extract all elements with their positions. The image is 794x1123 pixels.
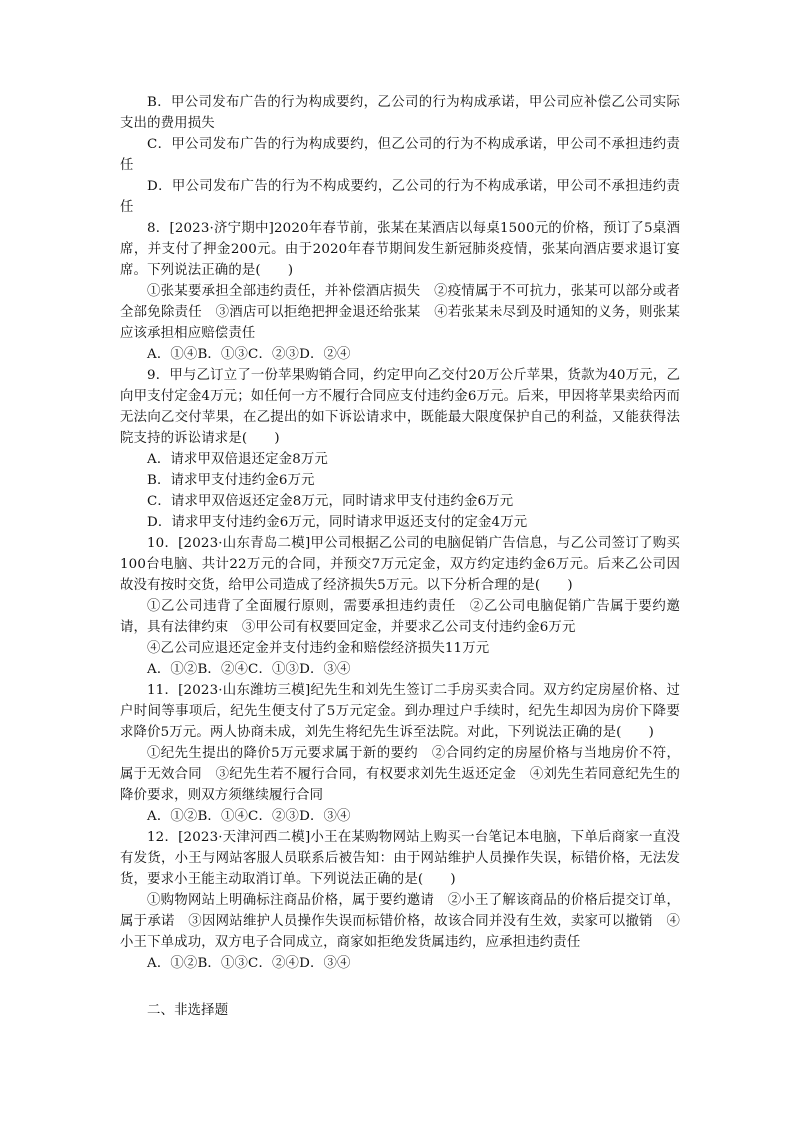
page-content [120,92,680,1021]
q8-stem: 8．[2023·济宁期中]2020年春节前，张某在某酒店以每桌1500元的价格，预订了5桌酒席，并支付了押金200元。由于2020年春节期间发生新冠肺炎疫情，张某向酒店要求退订宴席。下列说法正确的是( ) [120,221,680,278]
q11-stem: 11．[2023·山东潍坊三模]纪先生和刘先生签订二手房买卖合同。双方约定房屋价格、过户时间等事项后，纪先生便支付了5万元定金。到办理过户手续时，纪先生却因为房价下降要求降价5万元。两人协商未成，刘先生将纪先生诉至法院。对此，下列说法正确的是( ) [120,683,680,740]
q8-options: A．①④B．①③C．②③D．②④ [147,347,351,362]
section-title-non-choice: 二、非选择题 [147,1003,229,1018]
q9-option-c: C．请求甲双倍返还定金8万元，同时请求甲支付违约金6万元 [147,494,514,509]
q12-statements: ①购物网站上明确标注商品价格，属于要约邀请 ②小王了解该商品的价格后提交订单，属于承诺 ③因网站维护人员操作失误而标错价格，故该合同并没有生效，卖家可以撤销 ④小王下单成功，双方电子合同成立，商家如拒绝发货属违约，应承担违约责任 [120,893,680,950]
q10-statement-4: ④乙公司应退还定金并支付违约金和赔偿经济损失11万元 [147,641,490,656]
q10-options: A．①②B．②④C．①③D．③④ [147,662,351,677]
q12-options: A．①②B．①③C．②④D．③④ [147,956,351,971]
q7-option-c: C．甲公司发布广告的行为构成要约，但乙公司的行为不构成承诺，甲公司不承担违约责任 [120,137,680,173]
q9-option-d: D．请求甲支付违约金6万元，同时请求甲返还支付的定金4万元 [147,515,528,530]
q10-statements: ①乙公司违背了全面履行原则，需要承担违约责任 ②乙公司电脑促销广告属于要约邀请，具有法律约束 ③甲公司有权要回定金，并要求乙公司支付违约金6万元 [120,599,680,635]
q7-option-b: B．甲公司发布广告的行为构成要约，乙公司的行为构成承诺，甲公司应补偿乙公司实际支出的费用损失 [120,95,680,131]
q9-option-a: A．请求甲双倍退还定金8万元 [147,452,328,467]
q11-options: A．①②B．①④C．②③D．③④ [147,809,351,824]
q8-statements: ①张某要承担全部违约责任，并补偿酒店损失 ②疫情属于不可抗力，张某可以部分或者全部免除责任 ③酒店可以拒绝把押金退还给张某 ④若张某未尽到及时通知的义务，则张某应该承担相应赔偿责任 [120,284,680,341]
q11-statements: ①纪先生提出的降价5万元要求属于新的要约 ②合同约定的房屋价格与当地房价不符，属于无效合同 ③纪先生若不履行合同，有权要求刘先生返还定金 ④刘先生若同意纪先生的降价要求，则双方须继续履行合同 [120,746,680,803]
q7-option-d: D．甲公司发布广告的行为不构成要约，乙公司的行为不构成承诺，甲公司不承担违约责任 [120,179,680,215]
q9-option-b: B．请求甲支付违约金6万元 [147,473,315,488]
q12-stem: 12．[2023·天津河西二模]小王在某购物网站上购买一台笔记本电脑，下单后商家一直没有发货，小王与网站客服人员联系后被告知：由于网站维护人员操作失误，标错价格，无法发货，要求小王能主动取消订单。下列说法正确的是( ) [120,830,680,887]
q10-stem: 10．[2023·山东青岛二模]甲公司根据乙公司的电脑促销广告信息，与乙公司签订了购买100台电脑、共计22万元的合同，并预交7万元定金，双方约定违约金6万元。后来乙公司因故没有按时交货，给甲公司造成了经济损失5万元。以下分析合理的是( ) [120,536,680,593]
q9-stem: 9．甲与乙订立了一份苹果购销合同，约定甲向乙交付20万公斤苹果，货款为40万元，乙向甲支付定金4万元；如任何一方不履行合同应支付违约金6万元。后来，甲因将苹果卖给丙而无法向乙交付苹果，在乙提出的如下诉讼请求中，既能最大限度保护自己的利益，又能获得法院支持的诉讼请求是( ) [120,368,680,446]
